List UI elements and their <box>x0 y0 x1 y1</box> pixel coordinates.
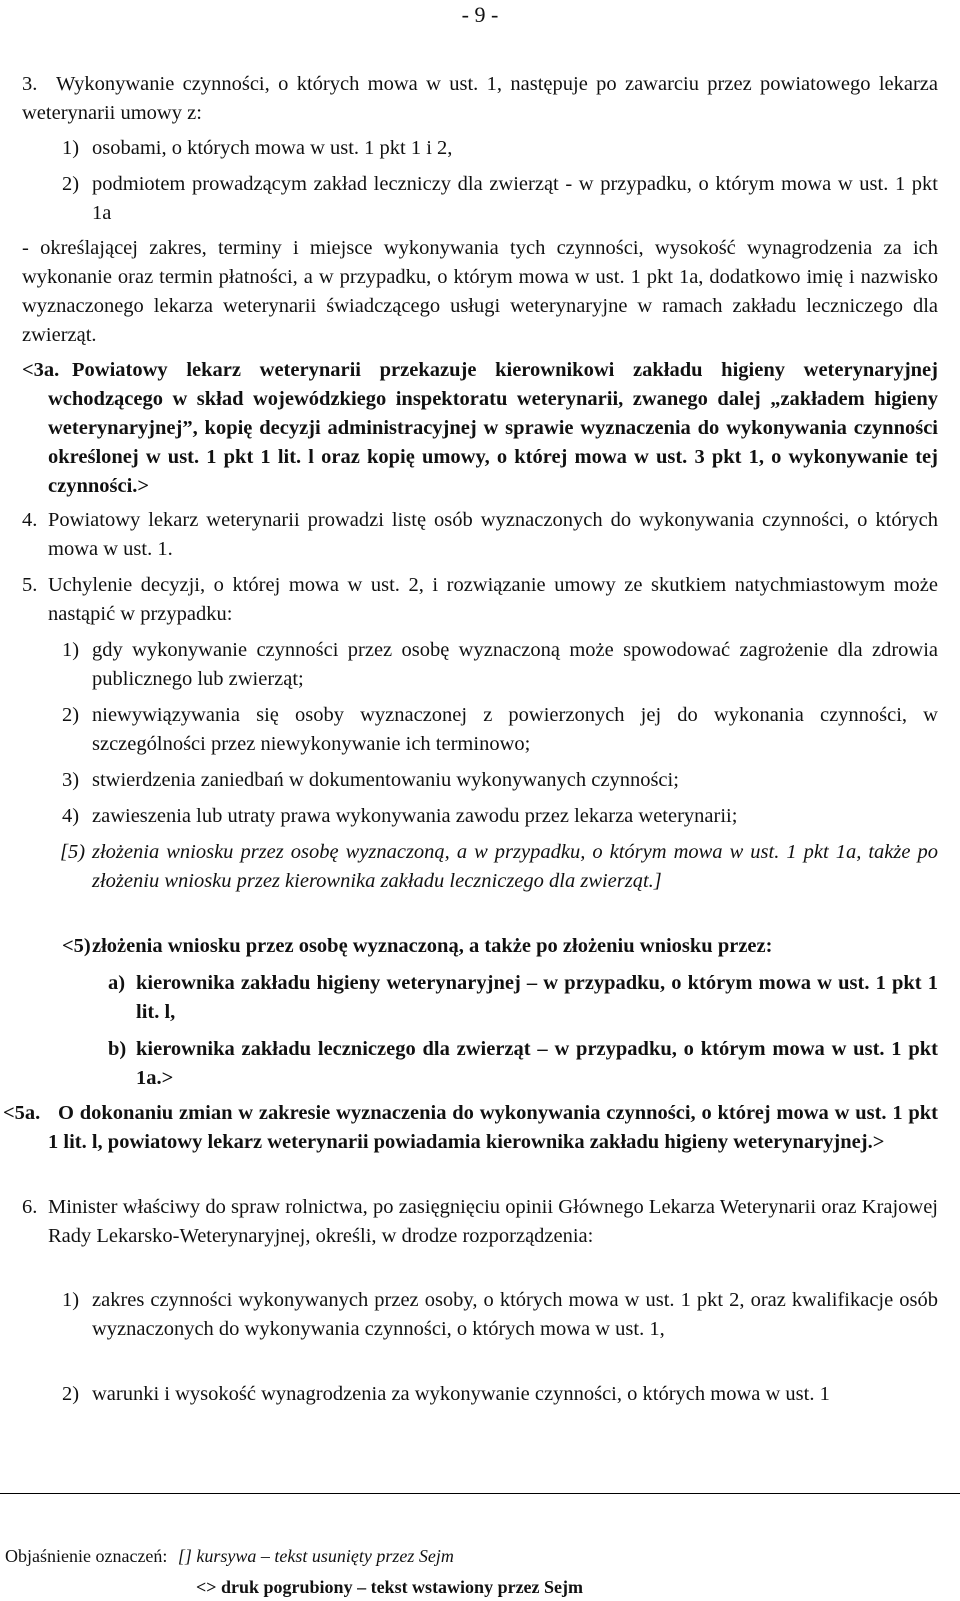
paragraph-5-point-5-letter-a <box>108 969 938 1027</box>
paragraph-5-point-1-text: gdy wykonywanie czynności przez osobę wyznaczoną może spowodować zagrożenie dla zdrowia publicznego lub zwierząt; <box>92 639 938 690</box>
paragraph-6 <box>22 1193 938 1251</box>
paragraph-4 <box>22 506 938 564</box>
paragraph-5-number: 5. <box>22 574 38 596</box>
paragraph-5-point-3-number: 3) <box>62 769 80 791</box>
paragraph-5-point-5-inserted <box>62 932 938 961</box>
paragraph-3-point-1-text: osobami, o których mowa w ust. 1 pkt 1 i 2, <box>92 137 453 159</box>
paragraph-5-point-5-deleted <box>60 838 938 896</box>
paragraph-3 <box>22 70 938 128</box>
paragraph-3a <box>22 356 938 501</box>
paragraph-4-number: 4. <box>22 509 38 531</box>
paragraph-3-text: Wykonywanie czynności, o których mowa w ust. 1, następuje po zawarciu przez powiatowego lekarza weterynarii umowy z: <box>22 73 938 124</box>
paragraph-5-point-4-text: zawieszenia lub utraty prawa wykonywania zawodu przez lekarza weterynarii; <box>92 805 738 827</box>
paragraph-5-point-5-letter-b-label: b) <box>108 1038 127 1060</box>
paragraph-5a <box>3 1099 938 1157</box>
paragraph-6-text: Minister właściwy do spraw rolnictwa, po zasięgnięciu opinii Głównego Lekarza Weterynarii oraz Krajowej Rady Lekarsko-Weterynaryjnej, określi, w drodze rozporządzenia: <box>48 1196 938 1247</box>
paragraph-5-point-1-number: 1) <box>62 639 80 661</box>
paragraph-5-point-2-text: niewywiązywania się osoby wyznaczonej z powierzonych jej do wykonania czynności, w szczególności przez niewykonywanie ich terminowo; <box>92 704 938 755</box>
paragraph-5-point-2 <box>62 701 938 759</box>
paragraph-5-point-5-deleted-text: złożenia wniosku przez osobę wyznaczoną, a w przypadku, o którym mowa w ust. 1 pkt 1a, także po złożeniu wniosku przez kierownika zakładu leczniczego dla zwierząt.] <box>92 841 938 892</box>
paragraph-6-point-2-number: 2) <box>62 1383 80 1405</box>
paragraph-6-point-1-text: zakres czynności wykonywanych przez osoby, o których mowa w ust. 1 pkt 2, oraz kwalifikacje osób wyznaczonych do wykonywania czynności, o których mowa w ust. 1, <box>92 1289 938 1340</box>
paragraph-6-point-2-text: warunki i wysokość wynagrodzenia za wykonywanie czynności, o których mowa w ust. 1 <box>92 1383 830 1405</box>
paragraph-3a-text: Powiatowy lekarz weterynarii przekazuje kierownikowi zakładu higieny weterynaryjnej wchodzącego w skład wojewódzkiego inspektoratu weterynarii, zwanego dalej „zakładem higieny weterynaryjnej”, kopię decyzji administracyjnej w sprawie wyznaczenia do wykonywania czynności określonej w ust. 1 pkt 1 lit. l oraz kopię umowy, o której mowa w ust. 3 pkt 1, o wykonywanie tej czynności.> <box>48 359 938 497</box>
paragraph-3-number: 3. <box>22 73 38 95</box>
paragraph-5-point-5-letter-b-text: kierownika zakładu leczniczego dla zwierząt – w przypadku, o którym mowa w ust. 1 pkt 1a.> <box>136 1038 938 1089</box>
paragraph-5-point-5-letter-a-text: kierownika zakładu higieny weterynaryjnej – w przypadku, o którym mowa w ust. 1 pkt 1 lit. l, <box>136 972 938 1023</box>
paragraph-3a-number: <3a. <box>22 359 60 381</box>
paragraph-6-point-1 <box>62 1286 938 1344</box>
paragraph-5 <box>22 571 938 629</box>
paragraph-6-number: 6. <box>22 1196 38 1218</box>
paragraph-3-tail <box>22 234 938 350</box>
paragraph-5a-number: <5a. <box>3 1102 41 1124</box>
paragraph-3-point-2 <box>62 170 938 228</box>
paragraph-5-point-2-number: 2) <box>62 704 80 726</box>
paragraph-3-point-2-text: podmiotem prowadzącym zakład leczniczy dla zwierząt - w przypadku, o którym mowa w ust. 1 pkt 1a <box>92 173 938 224</box>
footer-legend <box>5 1545 454 1567</box>
footer-legend-bold: <> druk pogrubiony – tekst wstawiony przez Sejm <box>196 1577 584 1597</box>
paragraph-5-point-3-text: stwierdzenia zaniedbań w dokumentowaniu wykonywanych czynności; <box>92 769 679 791</box>
paragraph-5-point-5-deleted-number: [5) <box>60 841 86 863</box>
paragraph-5-point-5-inserted-text: złożenia wniosku przez osobę wyznaczoną, a także po złożeniu wniosku przez: <box>92 935 773 957</box>
footer-legend-label: Objaśnienie oznaczeń: <box>5 1546 168 1566</box>
paragraph-5-point-3 <box>62 766 938 795</box>
paragraph-6-point-1-number: 1) <box>62 1289 80 1311</box>
paragraph-3-tail-text: - określającej zakres, terminy i miejsce wykonywania tych czynności, wysokość wynagrodzenia za ich wykonanie oraz termin płatności, a w przypadku, o którym mowa w ust. 1 pkt 1a, dodatkowo imię i nazwisko wyznaczonego lekarza weterynarii świadczącego usługi weterynaryjne w ramach zakładu leczniczego dla zwierząt. <box>22 237 938 346</box>
paragraph-4-text: Powiatowy lekarz weterynarii prowadzi listę osób wyznaczonych do wykonywania czynności, o których mowa w ust. 1. <box>48 509 938 560</box>
page-number: - 9 - <box>461 2 499 27</box>
paragraph-5-point-4 <box>62 802 938 831</box>
paragraph-5-point-1 <box>62 636 938 694</box>
footer-divider <box>0 1493 960 1494</box>
paragraph-5-point-5-letter-a-label: a) <box>108 972 126 994</box>
paragraph-5-point-5-inserted-number: <5) <box>62 935 91 957</box>
paragraph-3-point-2-number: 2) <box>62 173 80 195</box>
paragraph-5a-text: O dokonaniu zmian w zakresie wyznaczenia do wykonywania czynności, o której mowa w ust. 1 pkt 1 lit. l, powiatowy lekarz weterynarii powiadamia kierownika zakładu higieny weterynaryjnej.> <box>48 1102 938 1153</box>
paragraph-5-text: Uchylenie decyzji, o której mowa w ust. 2, i rozwiązanie umowy ze skutkiem natychmiastowym może nastąpić w przypadku: <box>48 574 938 625</box>
paragraph-3-point-1-number: 1) <box>62 137 80 159</box>
paragraph-3-point-1 <box>62 134 938 163</box>
footer-legend-italic: [] kursywa – tekst usunięty przez Sejm <box>177 1546 454 1566</box>
paragraph-5-point-4-number: 4) <box>62 805 80 827</box>
paragraph-5-point-5-letter-b <box>108 1035 938 1093</box>
paragraph-6-point-2 <box>62 1380 938 1409</box>
